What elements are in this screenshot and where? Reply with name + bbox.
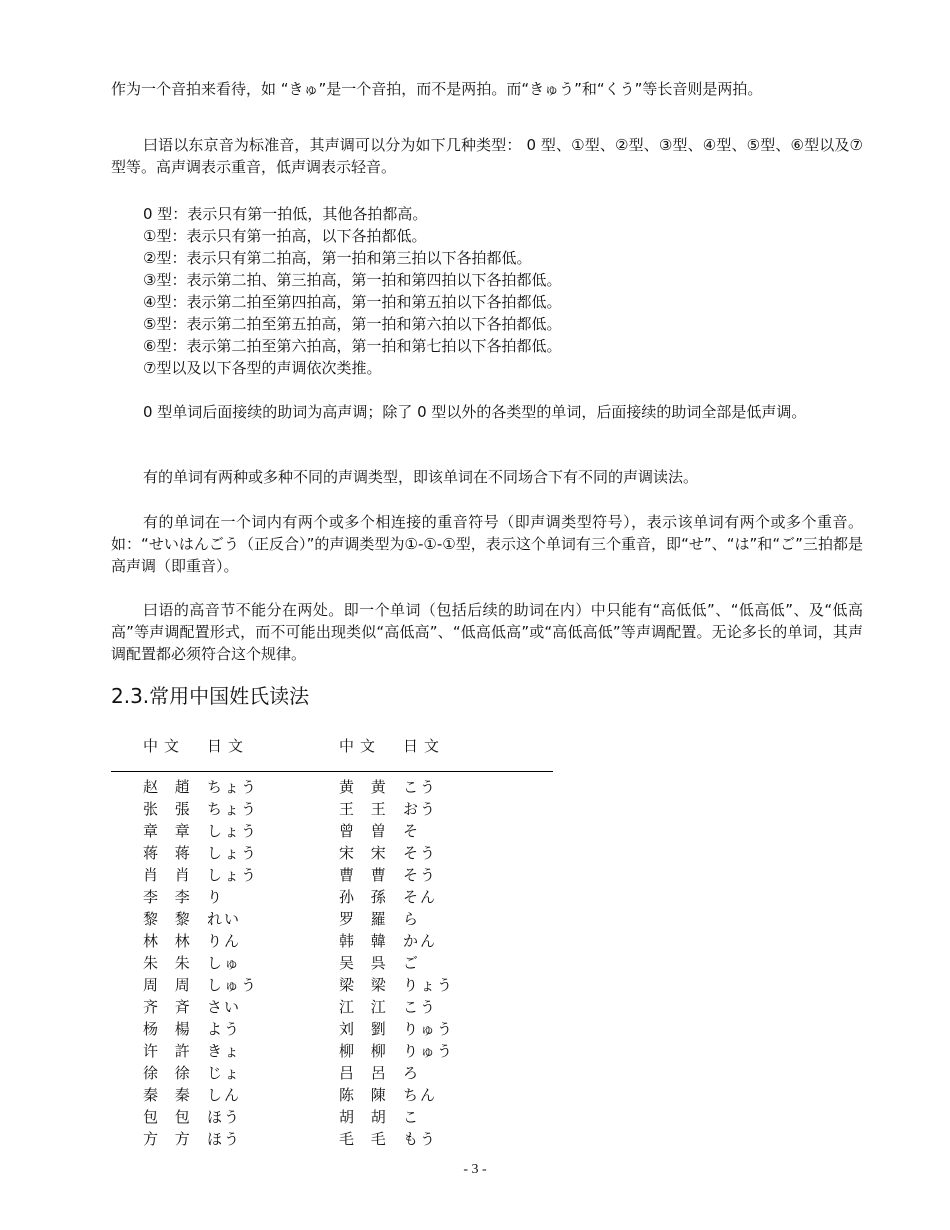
surname-row [143,1018,258,1040]
surname-japanese-reading: ろ [403,1064,421,1082]
surname-row [143,952,258,974]
surname-chinese: 章 章 [143,822,196,840]
surname-row [339,886,454,908]
tone-type-item: 0 型：表示只有第一拍低，其他各拍都高。 [143,205,428,223]
surname-row [143,1040,258,1062]
surname-row [339,1040,454,1062]
surname-japanese-reading: こう [403,778,438,796]
surname-japanese-reading: ご [403,954,421,972]
surname-chinese: 韩 韓 [339,932,392,950]
surname-japanese-reading: りょう [403,976,455,994]
surname-chinese: 朱 朱 [143,954,196,972]
surname-chinese: 杨 楊 [143,1020,196,1038]
tone-type-list [143,203,561,379]
surname-row [339,1062,454,1084]
surname-chinese: 李 李 [143,888,196,906]
surname-chinese: 罗 羅 [339,910,392,928]
surname-chinese: 蒋 蒋 [143,844,196,862]
surname-row [339,798,454,820]
surname-chinese: 林 林 [143,932,196,950]
surname-row [143,974,258,996]
surname-chinese: 黎 黎 [143,910,196,928]
surname-japanese-reading: れい [207,910,242,928]
surname-japanese-reading: しゅう [207,976,259,994]
surname-chinese: 齐 斉 [143,998,196,1016]
surname-japanese-reading: ちょう [207,778,259,796]
surname-japanese-reading: きょ [207,1042,242,1060]
surname-row [143,776,258,798]
surname-row [339,1128,454,1150]
surname-chinese: 周 周 [143,976,196,994]
surname-chinese: 黄 黄 [339,778,392,796]
tone-type-item: ⑦型以及以下各型的声调依次类推。 [143,359,382,377]
surname-chinese: 包 包 [143,1108,196,1126]
surname-chinese: 吕 呂 [339,1064,392,1082]
surname-japanese-reading: ほう [207,1108,242,1126]
tone-type-item: ⑤型：表示第二拍至第五拍高，第一拍和第六拍以下各拍都低。 [143,315,562,333]
tone-type-item: ④型：表示第二拍至第四拍高，第一拍和第五拍以下各拍都低。 [143,293,562,311]
surname-row [339,1018,454,1040]
surname-chinese: 赵 趙 [143,778,196,796]
surname-chinese: 王 王 [339,800,392,818]
surname-row [339,820,454,842]
surname-japanese-reading: もう [403,1130,438,1148]
table-header-zh-right: 中文 [339,737,382,755]
surname-japanese-reading: ちん [403,1086,438,1104]
surname-row [339,996,454,1018]
surname-japanese-reading: りん [207,932,242,950]
surname-chinese: 曹 曹 [339,866,392,884]
surname-japanese-reading: そう [403,844,438,862]
surname-row [143,996,258,1018]
surname-chinese: 孙 孫 [339,888,392,906]
surname-row [143,1062,258,1084]
surname-row [339,952,454,974]
surname-column-left [143,776,258,1150]
surname-chinese: 方 方 [143,1130,196,1148]
surname-chinese: 曾 曽 [339,822,392,840]
table-header-ja-right: 日文 [403,737,446,755]
paragraph-multiple-accents: 有的单词在一个词内有两个或多个相连接的重音符号（即声调类型符号），表示该单词有两个或多个重音。如：“せいはんごう（正反合）”的声调类型为①-①-①型，表示这个单词有三个重音，即“せ”、“は”和“ご”三拍都是高声调（即重音）。 [111,513,863,575]
surname-chinese: 吴 呉 [339,954,392,972]
surname-row [143,886,258,908]
tone-type-item: ③型：表示第二拍、第三拍高，第一拍和第四拍以下各拍都低。 [143,271,562,289]
surname-japanese-reading: りゅう [403,1042,455,1060]
surname-chinese: 许 許 [143,1042,196,1060]
surname-column-right [339,776,454,1150]
surname-chinese: 陈 陳 [339,1086,392,1104]
surname-row [143,1084,258,1106]
surname-row [339,930,454,952]
surname-row [143,1106,258,1128]
surname-row [143,930,258,952]
surname-row [143,864,258,886]
paragraph-mora-intro: 作为一个音拍来看待，如 “きゅ”是一个音拍，而不是两拍。而“きゅう”和“くう”等长音则是两拍。 [111,80,763,98]
surname-row [339,974,454,996]
surname-japanese-reading: よう [207,1020,242,1038]
surname-japanese-reading: じょ [207,1064,242,1082]
surname-chinese: 肖 肖 [143,866,196,884]
surname-chinese: 胡 胡 [339,1108,392,1126]
tone-type-item: ②型：表示只有第二拍高，第一拍和第三拍以下各拍都低。 [143,249,532,267]
surname-row [339,842,454,864]
paragraph-particle-tone: 0 型单词后面接续的助词为高声调；除了 0 型以外的各类型的单词，后面接续的助词全部是低声调。 [143,403,807,421]
table-rule [111,771,553,772]
paragraph-multiple-tones: 有的单词有两种或多种不同的声调类型，即该单词在不同场合下有不同的声调读法。 [143,468,699,486]
surname-chinese: 秦 秦 [143,1086,196,1104]
surname-chinese: 江 江 [339,998,392,1016]
surname-japanese-reading: こ [403,1108,421,1126]
surname-japanese-reading: りゅう [403,1020,455,1038]
surname-row [339,1084,454,1106]
surname-chinese: 梁 梁 [339,976,392,994]
surname-row [143,1128,258,1150]
surname-japanese-reading: しん [207,1086,242,1104]
surname-japanese-reading: さい [207,998,242,1016]
surname-chinese: 张 張 [143,800,196,818]
surname-japanese-reading: しゅ [207,954,242,972]
table-header-ja-left: 日文 [207,737,250,755]
surname-japanese-reading: そん [403,888,438,906]
surname-japanese-reading: そ [403,822,421,840]
section-heading: 2.3.常用中国姓氏读法 [111,684,310,708]
surname-row [143,820,258,842]
surname-chinese: 宋 宋 [339,844,392,862]
tone-type-item: ⑥型：表示第二拍至第六拍高，第一拍和第七拍以下各拍都低。 [143,337,562,355]
surname-japanese-reading: しょう [207,822,259,840]
paragraph-tone-types-intro: 曰语以东京音为标准音，其声调可以分为如下几种类型： 0 型、①型、②型、③型、④型、⑤型、⑥型以及⑦型等。高声调表示重音，低声调表示轻音。 [111,136,863,176]
surname-chinese: 柳 柳 [339,1042,392,1060]
surname-japanese-reading: かん [403,932,438,950]
page-number: - 3 - [463,1162,487,1177]
surname-japanese-reading: おう [403,800,438,818]
tone-type-item: ①型：表示只有第一拍高，以下各拍都低。 [143,227,427,245]
paragraph-high-syllable-rule: 曰语的高音节不能分在两处。即一个单词（包括后续的助词在内）中只能有“高低低”、“低高低”、及“低高高”等声调配置形式，而不可能出现类似“高低高”、“低高低高”或“高低高低”等声调配置。无论多长的单词，其声调配置都必须符合这个规律。 [111,601,863,663]
surname-japanese-reading: ちょう [207,800,259,818]
surname-row [339,776,454,798]
surname-japanese-reading: しょう [207,866,259,884]
surname-chinese: 毛 毛 [339,1130,392,1148]
surname-japanese-reading: こう [403,998,438,1016]
surname-row [339,864,454,886]
surname-japanese-reading: ら [403,910,421,928]
surname-japanese-reading: そう [403,866,438,884]
surname-chinese: 刘 劉 [339,1020,392,1038]
table-header-zh-left: 中文 [143,737,186,755]
surname-japanese-reading: しょう [207,844,259,862]
surname-row [339,1106,454,1128]
surname-japanese-reading: ほう [207,1130,242,1148]
surname-row [143,798,258,820]
surname-row [339,908,454,930]
surname-chinese: 徐 徐 [143,1064,196,1082]
surname-row [143,842,258,864]
surname-japanese-reading: り [207,888,225,906]
surname-row [143,908,258,930]
